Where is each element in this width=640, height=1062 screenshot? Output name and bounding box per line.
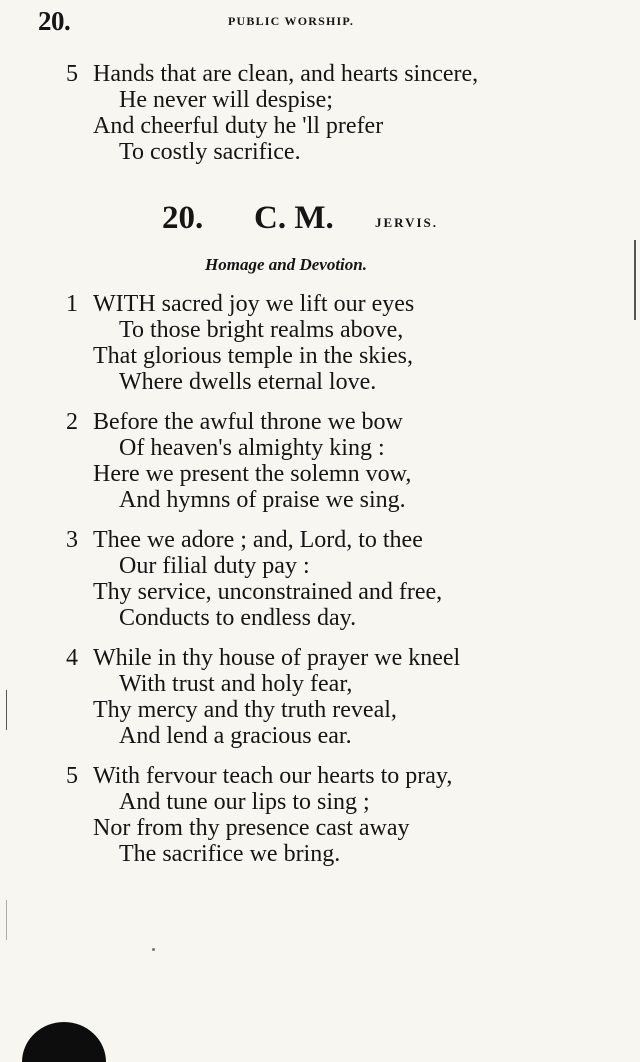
scan-speck [152, 948, 155, 951]
hymn-meter: C. M. [254, 200, 334, 236]
thumb-shadow [22, 1022, 106, 1062]
verse-line: He never will despise; [119, 87, 333, 113]
hymn-number: 20. [162, 200, 204, 236]
verse-line [93, 292, 414, 316]
verse-line: That glorious temple in the skies, [93, 343, 413, 369]
hymn-subtitle: Homage and Devotion. [205, 255, 367, 274]
stanza-number: 5 [66, 763, 78, 789]
verse-line: The sacrifice we bring. [119, 841, 341, 867]
verse-line: Thy service, unconstrained and free, [93, 579, 443, 605]
running-head: PUBLIC WORSHIP. [228, 14, 355, 28]
verse-line: And lend a gracious ear. [119, 723, 352, 749]
verse-line: Where dwells eternal love. [119, 369, 377, 395]
verse-line: Hands that are clean, and hearts sincere, [93, 61, 479, 87]
drop-word: WITH [93, 291, 156, 317]
verse-line: Nor from thy presence cast away [93, 815, 410, 841]
scan-edge-mark [6, 900, 7, 940]
verse-line: And tune our lips to sing ; [119, 789, 370, 815]
verse-line: With fervour teach our hearts to pray, [93, 763, 453, 789]
verse-line-rest: sacred joy we lift our eyes [155, 291, 415, 317]
verse-line: And hymns of praise we sing. [119, 487, 406, 513]
stanza-number: 1 [66, 291, 78, 317]
stanza-number: 2 [66, 409, 78, 435]
verse-line: To those bright realms above, [119, 317, 404, 343]
stanza-number: 4 [66, 645, 78, 671]
verse-line: And cheerful duty he 'll prefer [93, 113, 384, 139]
verse-line: Conducts to endless day. [119, 605, 357, 631]
verse-line: Thy mercy and thy truth reveal, [93, 697, 397, 723]
verse-line: Thee we adore ; and, Lord, to thee [93, 527, 423, 553]
verse-line: Our filial duty pay : [119, 553, 310, 579]
page-number: 20. [38, 6, 71, 36]
verse-line: While in thy house of prayer we kneel [93, 645, 461, 671]
verse-line: Here we present the solemn vow, [93, 461, 412, 487]
stanza-number: 3 [66, 527, 78, 553]
verse-line: Before the awful throne we bow [93, 409, 403, 435]
scan-edge-mark [6, 690, 7, 730]
verse-line: Of heaven's almighty king : [119, 435, 385, 461]
hymn-composer: JERVIS. [375, 215, 439, 230]
scan-edge-mark [634, 240, 636, 320]
verse-line: With trust and holy fear, [119, 671, 353, 697]
stanza-number: 5 [66, 61, 78, 87]
verse-line: To costly sacrifice. [119, 139, 301, 165]
